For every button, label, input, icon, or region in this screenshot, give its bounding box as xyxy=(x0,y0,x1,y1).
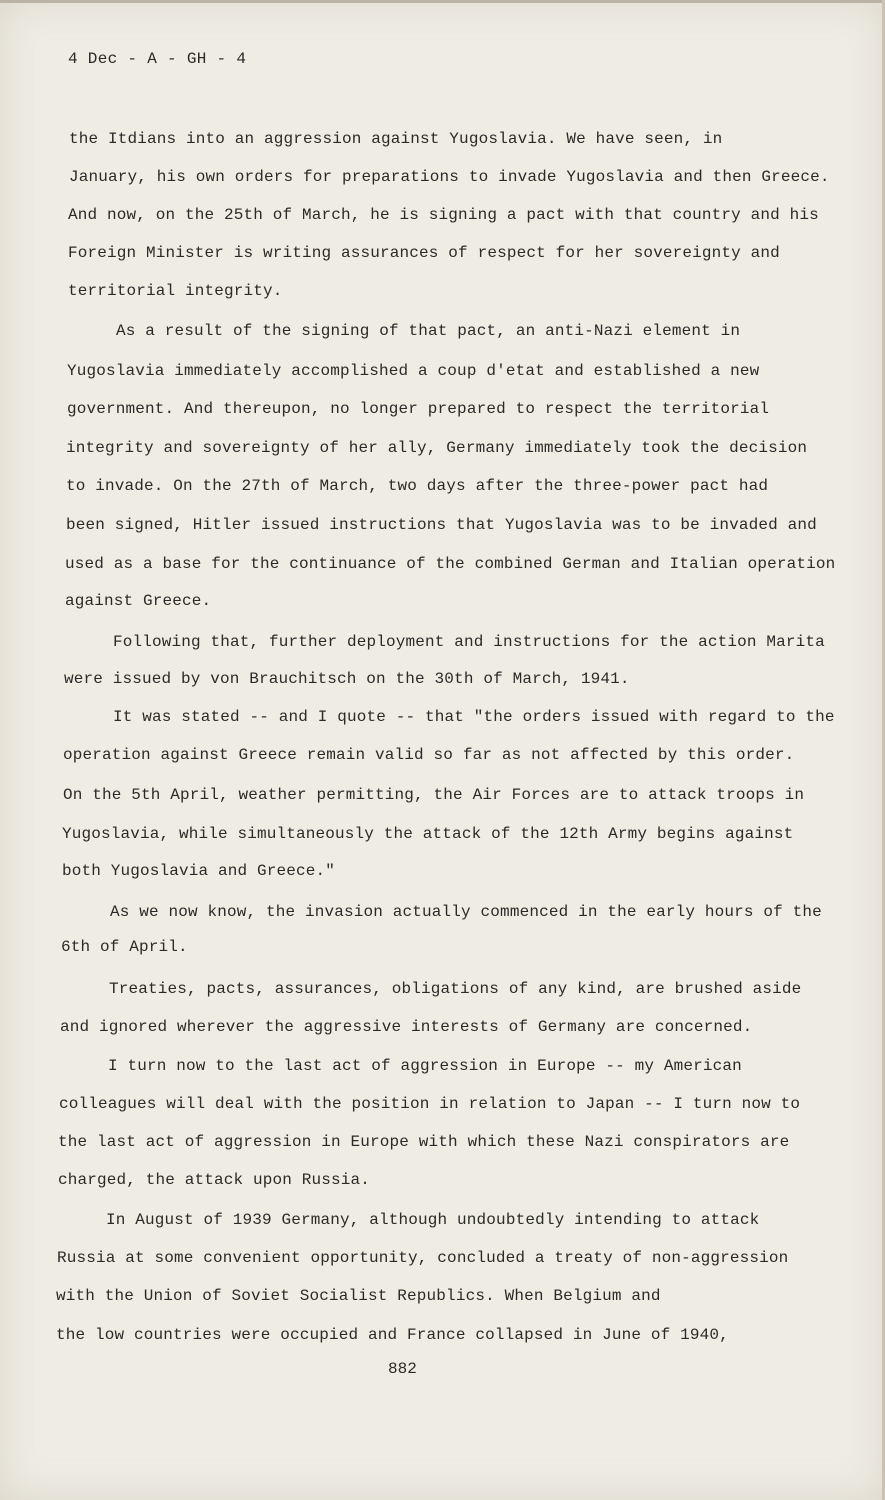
text-line: operation against Greece remain valid so far as not affected by this order. xyxy=(63,746,795,764)
text-line: 6th of April. xyxy=(61,938,188,956)
text-line: government. And thereupon, no longer prepared to respect the territorial xyxy=(67,400,770,418)
text-line: It was stated -- and I quote -- that "the orders issued with regard to the xyxy=(113,708,835,726)
text-line: charged, the attack upon Russia. xyxy=(58,1171,371,1189)
text-line: And now, on the 25th of March, he is signing a pact with that country and his xyxy=(68,206,819,224)
text-line: been signed, Hitler issued instructions that Yugoslavia was to be invaded and xyxy=(66,516,817,534)
page-number: 882 xyxy=(388,1360,417,1378)
text-line: were issued by von Brauchitsch on the 30th of March, 1941. xyxy=(64,670,630,688)
text-line: territorial integrity. xyxy=(68,282,283,300)
text-line: colleagues will deal with the position in relation to Japan -- I turn now to xyxy=(59,1095,801,1113)
text-line: the Itdians into an aggression against Yugoslavia. We have seen, in xyxy=(69,130,723,148)
text-line: As we now know, the invasion actually commenced in the early hours of the xyxy=(110,903,822,921)
text-line: On the 5th April, weather permitting, the Air Forces are to attack troops in xyxy=(63,786,805,804)
text-line: to invade. On the 27th of March, two days after the three-power pact had xyxy=(66,477,769,495)
page-header: 4 Dec - A - GH - 4 xyxy=(68,50,247,68)
text-line: Yugoslavia, while simultaneously the attack of the 12th Army begins against xyxy=(62,825,794,843)
text-line: Treaties, pacts, assurances, obligations of any kind, are brushed aside xyxy=(109,980,802,998)
text-line: Following that, further deployment and instructions for the action Marita xyxy=(113,633,825,651)
text-line: January, his own orders for preparations to invade Yugoslavia and then Greece. xyxy=(69,168,830,186)
text-line: As a result of the signing of that pact, an anti-Nazi element in xyxy=(116,322,741,340)
text-line: integrity and sovereignty of her ally, Germany immediately took the decision xyxy=(66,439,808,457)
text-line: In August of 1939 Germany, although undoubtedly intending to attack xyxy=(106,1211,760,1229)
text-line: the low countries were occupied and France collapsed in June of 1940, xyxy=(56,1326,729,1344)
text-line: Russia at some convenient opportunity, concluded a treaty of non-aggression xyxy=(57,1249,789,1267)
text-line: against Greece. xyxy=(65,592,212,610)
text-line: used as a base for the continuance of the combined German and Italian operation xyxy=(65,555,836,573)
text-line: both Yugoslavia and Greece." xyxy=(62,862,336,880)
text-line: Foreign Minister is writing assurances of respect for her sovereignty and xyxy=(68,244,780,262)
text-line: Yugoslavia immediately accomplished a coup d'etat and established a new xyxy=(67,362,760,380)
text-line: the last act of aggression in Europe with which these Nazi conspirators are xyxy=(58,1133,790,1151)
text-line: and ignored wherever the aggressive interests of Germany are concerned. xyxy=(60,1018,753,1036)
text-line: I turn now to the last act of aggression in Europe -- my American xyxy=(108,1057,742,1075)
text-line: with the Union of Soviet Socialist Republics. When Belgium and xyxy=(56,1287,661,1305)
